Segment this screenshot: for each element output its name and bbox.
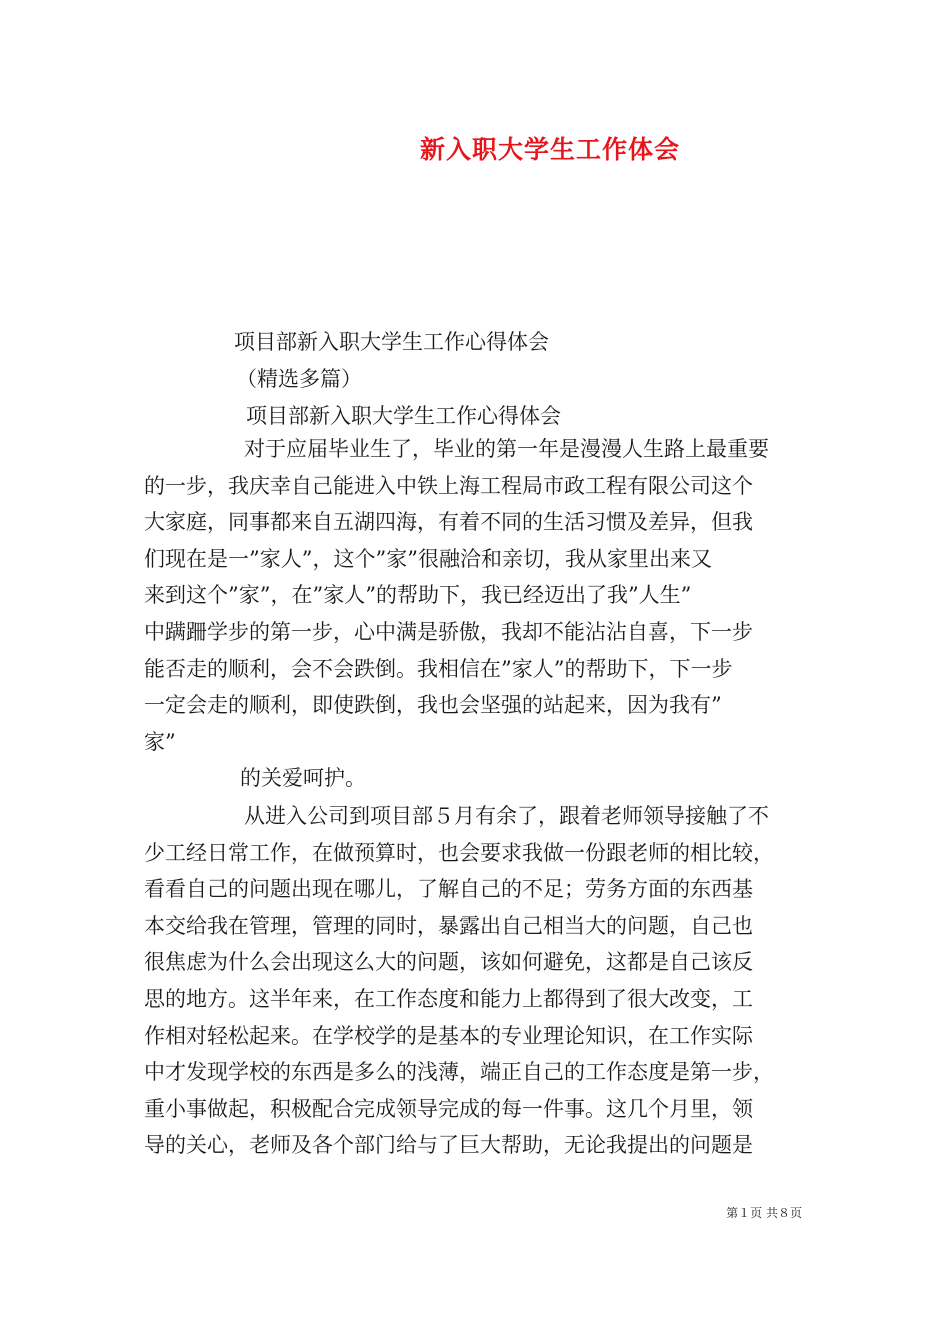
heading-line-repeat: 项目部新入职大学生工作心得体会	[246, 404, 561, 428]
paragraph-line: 很焦虑为什么会出现这么大的问题，该如何避免，这都是自己该反	[144, 950, 753, 975]
paragraph-line: 的一步，我庆幸自己能进入中铁上海工程局市政工程有限公司这个	[144, 473, 753, 498]
paragraph-line: 看看自己的问题出现在哪儿，了解自己的不足；劳务方面的东西基	[144, 877, 753, 902]
page-footer: 第１页 共８页	[726, 1206, 802, 1220]
paragraph-line: 大家庭，同事都来自五湖四海，有着不同的生活习惯及差异，但我	[144, 510, 753, 535]
paragraph-line: 从进入公司到项目部５月有余了，跟着老师领导接触了不	[244, 804, 769, 828]
paragraph-line: 对于应届毕业生了，毕业的第一年是漫漫人生路上最重要	[244, 437, 769, 461]
paragraph-line: 中蹒跚学步的第一步，心中满是骄傲，我却不能沾沾自喜，下一步	[144, 619, 753, 644]
paragraph-1	[144, 431, 814, 797]
paragraph-line: 来到这个”家”，在”家人”的帮助下，我已经迈出了我”人生”	[144, 583, 692, 608]
paragraph-line: 一定会走的顺利，即使跌倒，我也会坚强的站起来，因为我有”	[144, 693, 722, 718]
paragraph-line: 家”	[144, 729, 176, 754]
paragraph-line: 导的关心，老师及各个部门给与了巨大帮助，无论我提出的问题是	[144, 1133, 753, 1158]
heading-subtitle: （精选多篇）	[236, 367, 362, 391]
paragraph-line: 本交给我在管理，管理的同时，暴露出自己相当大的问题，自己也	[144, 913, 753, 938]
heading-line: 项目部新入职大学生工作心得体会	[234, 330, 549, 354]
paragraph-line: 中才发现学校的东西是多么的浅薄，端正自己的工作态度是第一步，	[144, 1060, 774, 1085]
paragraph-tail: 的关爱呵护。	[240, 766, 366, 791]
paragraph-line: 能否走的顺利，会不会跌倒。我相信在”家人”的帮助下，下一步	[144, 656, 733, 681]
paragraph-line: 重小事做起，积极配合完成领导完成的每一件事。这几个月里，领	[144, 1096, 753, 1121]
paragraph-line: 们现在是一”家人”，这个”家”很融洽和亲切，我从家里出来又	[144, 546, 712, 571]
paragraph-line: 思的地方。这半年来，在工作态度和能力上都得到了很大改变，工	[144, 986, 753, 1011]
paragraph-line: 作相对轻松起来。在学校学的是基本的专业理论知识，在工作实际	[144, 1023, 753, 1048]
document-title: 新入职大学生工作体会	[419, 135, 680, 164]
paragraph-2	[144, 798, 814, 1164]
paragraph-line: 少工经日常工作，在做预算时，也会要求我做一份跟老师的相比较，	[144, 840, 774, 865]
